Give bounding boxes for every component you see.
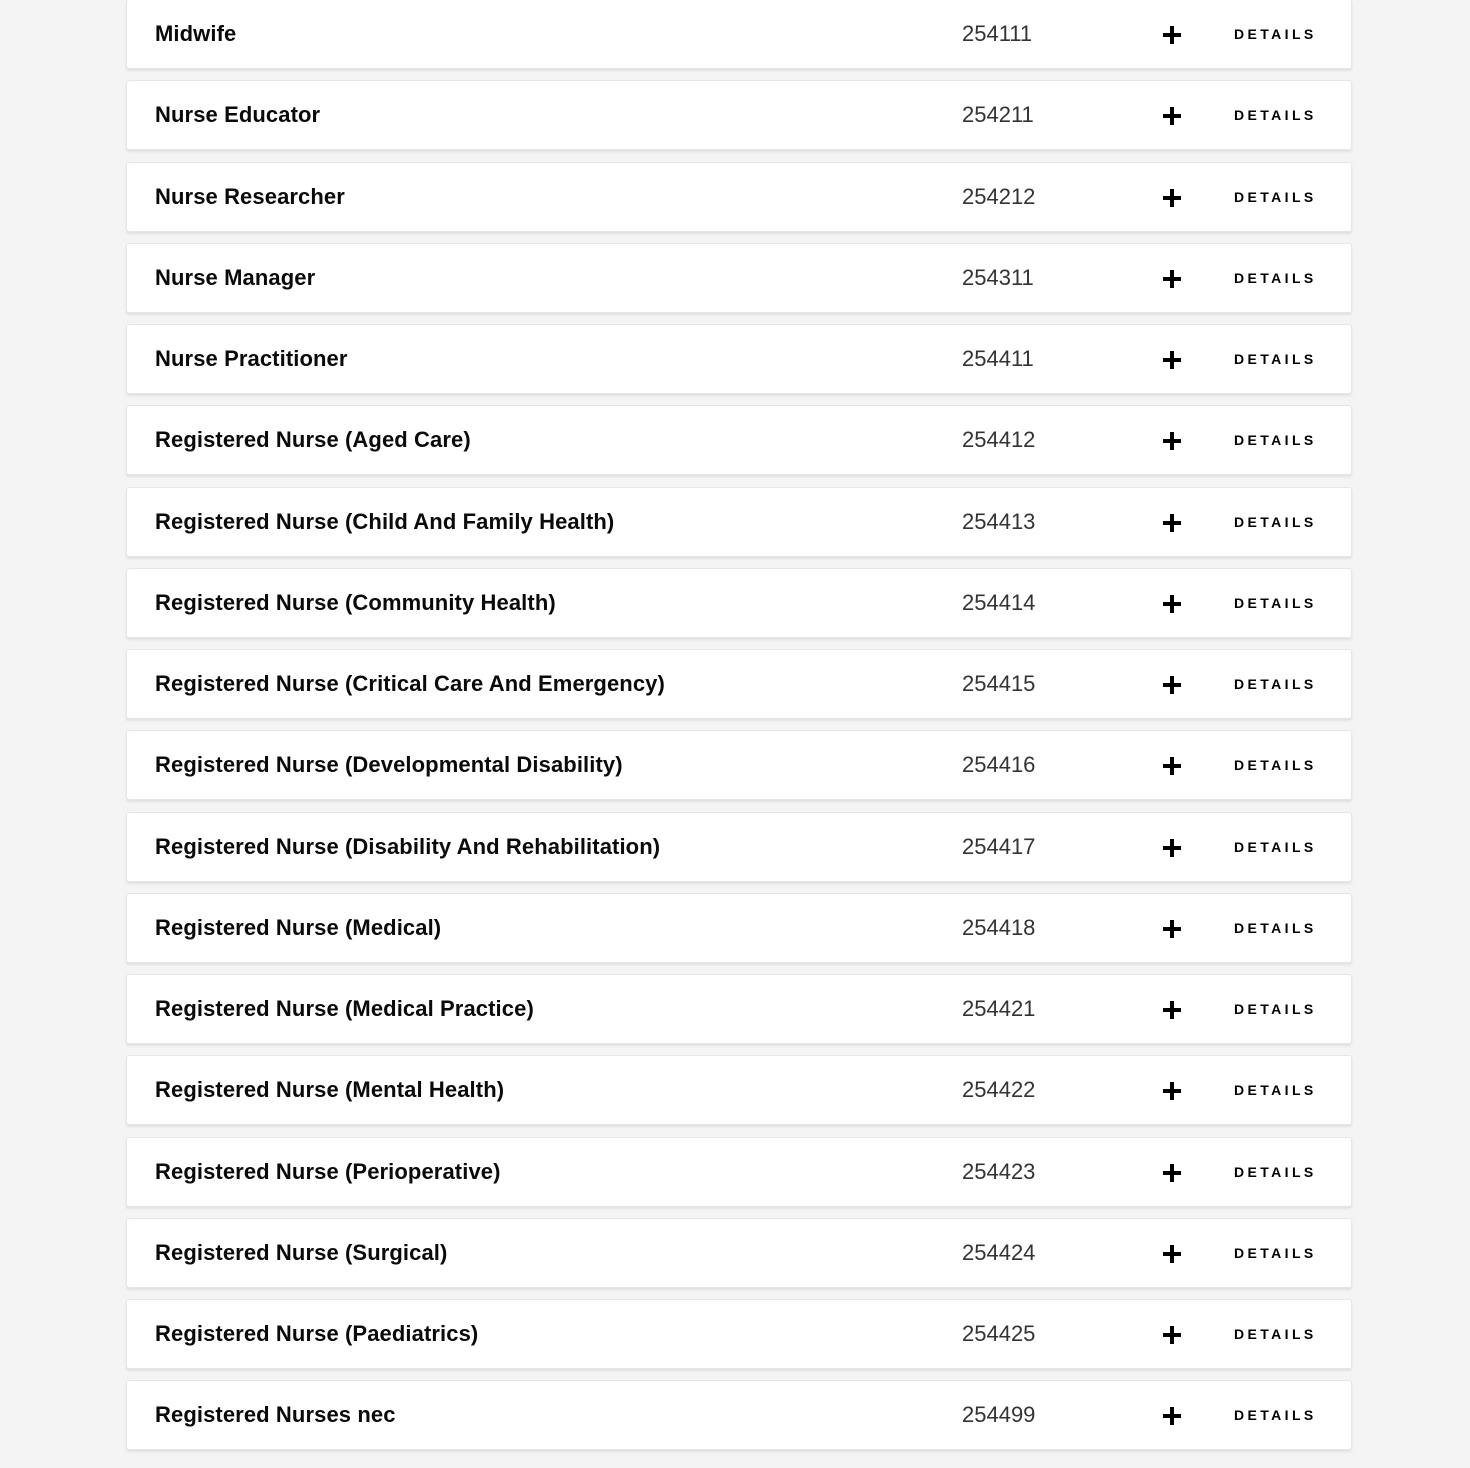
occupation-row xyxy=(126,162,1352,232)
add-plus-icon[interactable] xyxy=(1161,837,1183,859)
add-plus-icon[interactable] xyxy=(1161,999,1183,1021)
occupation-row xyxy=(126,730,1352,800)
occupation-row xyxy=(126,568,1352,638)
occupation-row xyxy=(126,487,1352,557)
occupation-row xyxy=(126,243,1352,313)
add-plus-icon[interactable] xyxy=(1161,349,1183,371)
occupation-code: 254311 xyxy=(962,264,1034,290)
occupation-name: Registered Nurse (Community Health) xyxy=(155,589,556,615)
details-button[interactable]: DETAILS xyxy=(1234,1001,1317,1017)
occupation-code: 254499 xyxy=(962,1402,1036,1428)
occupation-name: Registered Nurse (Critical Care And Emergency) xyxy=(155,671,665,696)
occupation-name: Registered Nurse (Disability And Rehabilitation) xyxy=(155,833,661,859)
add-plus-icon[interactable] xyxy=(1161,1324,1183,1346)
details-button[interactable]: DETAILS xyxy=(1234,1163,1317,1180)
occupation-row xyxy=(126,1137,1352,1207)
occupation-name: Nurse Educator xyxy=(155,102,321,128)
occupation-row xyxy=(126,1055,1352,1125)
add-plus-icon[interactable] xyxy=(1161,24,1183,46)
add-plus-icon[interactable] xyxy=(1161,105,1183,127)
add-plus-icon[interactable] xyxy=(1161,918,1183,940)
details-button[interactable]: DETAILS xyxy=(1234,1244,1317,1261)
occupation-code: 254425 xyxy=(962,1321,1036,1346)
details-button[interactable]: DETAILS xyxy=(1234,1326,1317,1342)
add-plus-icon[interactable] xyxy=(1161,512,1183,534)
add-plus-icon[interactable] xyxy=(1161,1080,1183,1102)
add-plus-icon[interactable] xyxy=(1161,1243,1183,1265)
details-button[interactable]: DETAILS xyxy=(1234,513,1317,530)
add-plus-icon[interactable] xyxy=(1161,1162,1183,1184)
occupation-name: Registered Nurse (Medical) xyxy=(155,914,442,940)
occupation-code: 254415 xyxy=(962,671,1036,696)
occupation-row xyxy=(126,649,1352,719)
occupation-row xyxy=(126,1218,1352,1288)
occupation-row xyxy=(126,1380,1352,1450)
occupation-name: Nurse Practitioner xyxy=(155,346,348,371)
occupation-code: 254412 xyxy=(962,427,1036,453)
occupation-name: Registered Nurse (Child And Family Health) xyxy=(155,508,615,534)
details-button[interactable]: DETAILS xyxy=(1234,919,1317,936)
occupation-code: 254422 xyxy=(962,1077,1036,1103)
occupation-name: Nurse Researcher xyxy=(155,183,345,209)
details-button[interactable]: DETAILS xyxy=(1234,351,1317,367)
occupation-row xyxy=(126,324,1352,394)
add-plus-icon[interactable] xyxy=(1161,674,1183,696)
occupation-code: 254421 xyxy=(962,996,1036,1021)
occupation-row xyxy=(126,812,1352,882)
occupation-name: Registered Nurse (Paediatrics) xyxy=(155,1321,479,1346)
occupation-name: Registered Nurse (Mental Health) xyxy=(155,1077,505,1103)
details-button[interactable]: DETAILS xyxy=(1234,188,1317,205)
occupation-code: 254211 xyxy=(962,102,1034,128)
occupation-row xyxy=(126,974,1352,1044)
add-plus-icon[interactable] xyxy=(1161,268,1183,290)
occupation-row xyxy=(126,1299,1352,1369)
occupation-code: 254418 xyxy=(962,914,1036,940)
occupation-row xyxy=(126,893,1352,963)
occupation-code: 254212 xyxy=(962,183,1036,209)
add-plus-icon[interactable] xyxy=(1161,593,1183,615)
occupation-code: 254111 xyxy=(962,21,1033,46)
add-plus-icon[interactable] xyxy=(1161,1405,1183,1427)
occupation-name: Registered Nurse (Aged Care) xyxy=(155,427,471,453)
details-button[interactable]: DETAILS xyxy=(1234,838,1317,855)
occupation-name: Nurse Manager xyxy=(155,264,316,290)
details-button[interactable]: DETAILS xyxy=(1234,676,1317,692)
occupation-name: Registered Nurse (Perioperative) xyxy=(155,1158,501,1184)
occupation-name: Midwife xyxy=(155,21,237,46)
occupation-code: 254411 xyxy=(962,346,1034,371)
occupation-name: Registered Nurse (Medical Practice) xyxy=(155,996,534,1021)
occupation-name: Registered Nurses nec xyxy=(155,1402,396,1428)
occupation-name: Registered Nurse (Surgical) xyxy=(155,1239,448,1265)
occupation-row xyxy=(126,0,1352,69)
details-button[interactable]: DETAILS xyxy=(1234,757,1317,774)
occupation-name: Registered Nurse (Developmental Disability) xyxy=(155,752,623,778)
add-plus-icon[interactable] xyxy=(1161,187,1183,209)
details-button[interactable]: DETAILS xyxy=(1234,432,1317,449)
occupation-code: 254423 xyxy=(962,1158,1036,1184)
details-button[interactable]: DETAILS xyxy=(1234,107,1317,124)
details-button[interactable]: DETAILS xyxy=(1234,594,1317,611)
occupation-code: 254417 xyxy=(962,833,1036,859)
add-plus-icon[interactable] xyxy=(1161,755,1183,777)
details-button[interactable]: DETAILS xyxy=(1234,1082,1317,1099)
occupation-row xyxy=(126,405,1352,475)
occupation-code: 254414 xyxy=(962,589,1036,615)
occupation-code: 254424 xyxy=(962,1239,1036,1265)
occupation-row xyxy=(126,80,1352,150)
add-plus-icon[interactable] xyxy=(1161,430,1183,452)
occupation-code: 254413 xyxy=(962,508,1036,534)
occupation-code: 254416 xyxy=(962,752,1036,778)
details-button[interactable]: DETAILS xyxy=(1234,1407,1317,1424)
details-button[interactable]: DETAILS xyxy=(1234,26,1317,42)
details-button[interactable]: DETAILS xyxy=(1234,269,1317,286)
